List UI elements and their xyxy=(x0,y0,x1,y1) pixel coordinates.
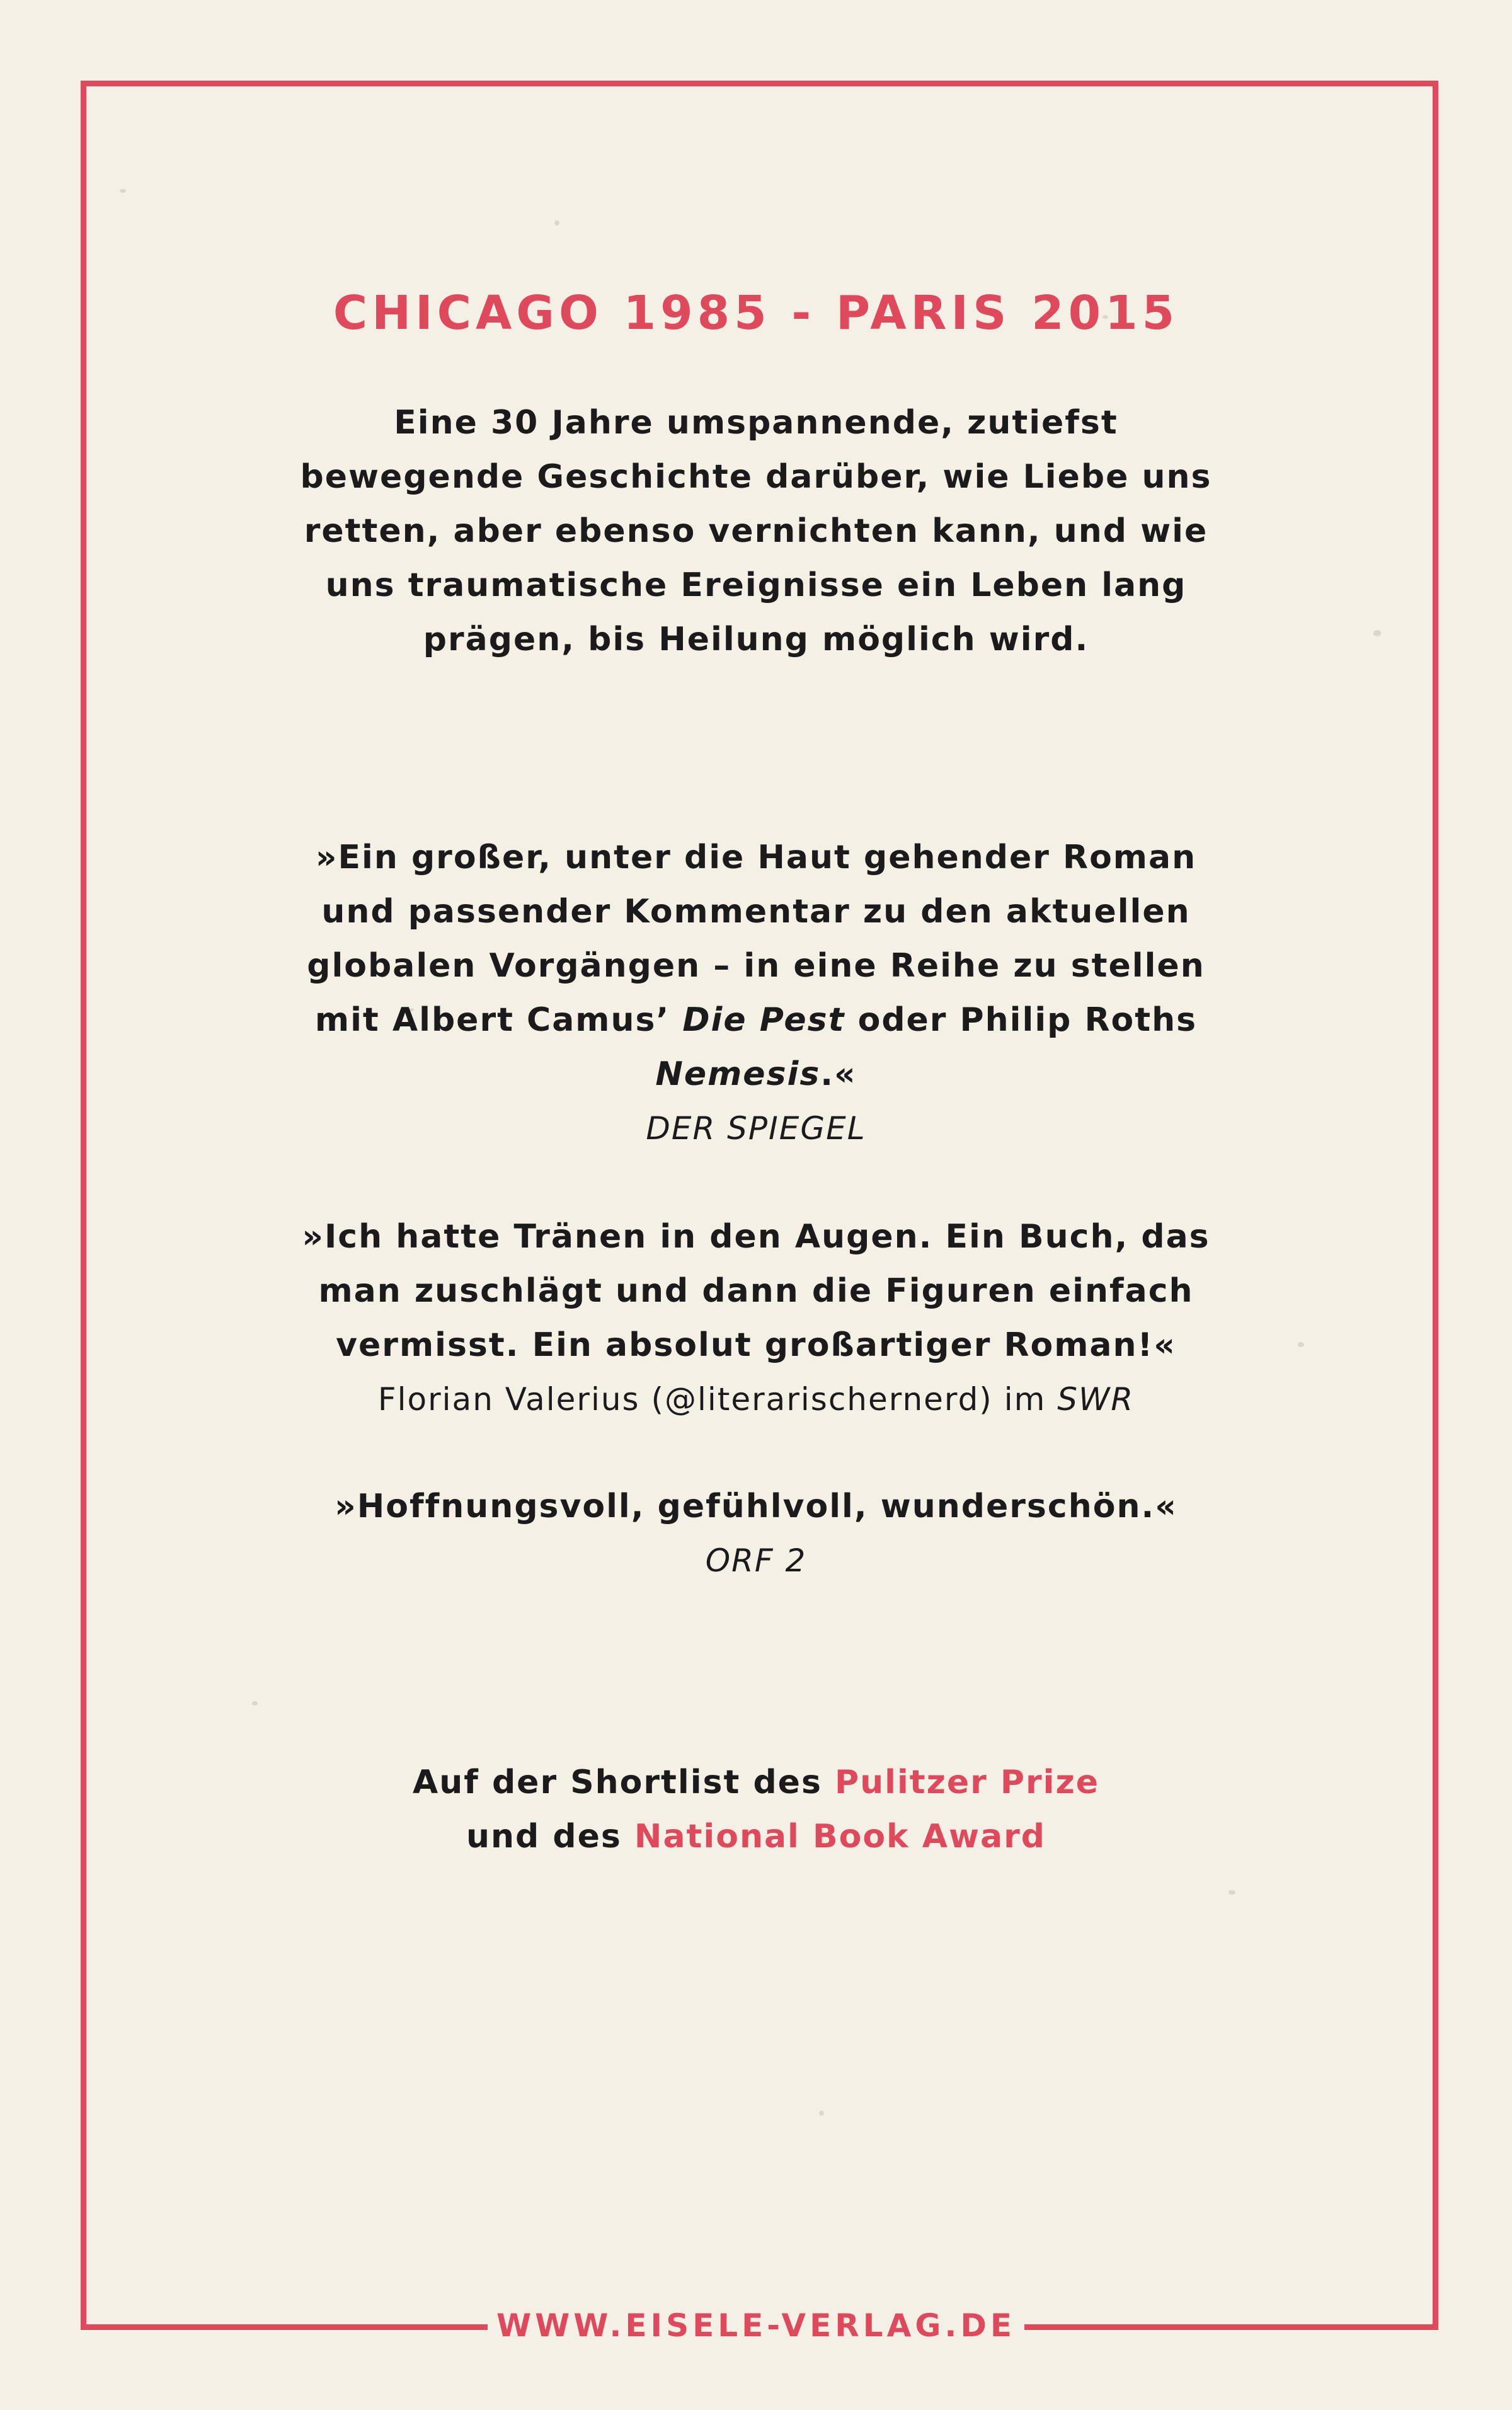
quote-source xyxy=(284,1534,1228,1588)
quote-line: »Hoffnungsvoll, gefühlvoll, wunderschön.« xyxy=(335,1488,1177,1525)
source-outlet: SWR xyxy=(1057,1381,1135,1418)
quote-line: vermisst. Ein absolut großartiger Roman!« xyxy=(336,1326,1176,1364)
awards-line xyxy=(284,1810,1228,1864)
source-name: DER SPIEGEL xyxy=(646,1110,866,1147)
quote-source xyxy=(284,1101,1228,1156)
quote-line xyxy=(284,993,1228,1047)
source-name: Florian Valerius (@literarischernerd) im xyxy=(377,1381,1058,1418)
source-name: ORF 2 xyxy=(705,1542,807,1579)
quote-line-text: .« xyxy=(820,1055,857,1093)
book-title-die-pest: Die Pest xyxy=(682,1001,845,1039)
quote-line-text: oder Philip Roths xyxy=(845,1001,1198,1039)
quote-line xyxy=(284,1047,1228,1101)
blurb-line: Eine 30 Jahre umspannende, zutiefst xyxy=(394,404,1118,442)
awards-note xyxy=(284,1755,1228,1864)
publisher-url[interactable]: WWW.EISELE-VERLAG.DE xyxy=(488,2304,1024,2348)
award-national-book: National Book Award xyxy=(634,1818,1046,1856)
blurb-line: prägen, bis Heilung möglich wird. xyxy=(423,621,1089,658)
quote-source xyxy=(284,1372,1228,1426)
awards-text: und des xyxy=(466,1818,634,1856)
blurb-line: retten, aber ebenso vernichten kann, und wie xyxy=(304,512,1208,550)
quote-line: globalen Vorgängen – in eine Reihe zu stellen xyxy=(307,947,1205,985)
quote-line: »Ich hatte Tränen in den Augen. Ein Buch, das xyxy=(302,1218,1210,1256)
quote-line: und passender Kommentar zu den aktuellen xyxy=(321,893,1191,931)
quote-line: »Ein großer, unter die Haut gehender Roman xyxy=(315,839,1197,876)
blurb xyxy=(284,396,1228,667)
quote-line: man zuschlägt und dann die Figuren einfach xyxy=(318,1272,1194,1310)
headline: CHICAGO 1985 - PARIS 2015 xyxy=(333,286,1179,340)
book-title-nemesis: Nemesis xyxy=(655,1055,821,1093)
review-quote-spiegel xyxy=(284,830,1228,1156)
quote-line-text: mit Albert Camus’ xyxy=(314,1001,683,1039)
review-quote-orf xyxy=(284,1479,1228,1588)
blurb-line: bewegende Geschichte darüber, wie Liebe uns xyxy=(300,458,1212,496)
blurb-line: uns traumatische Ereignisse ein Leben lang xyxy=(325,566,1187,604)
awards-text: Auf der Shortlist des xyxy=(412,1764,835,1801)
review-quote-swr xyxy=(284,1210,1228,1426)
award-pulitzer: Pulitzer Prize xyxy=(835,1764,1100,1801)
awards-line xyxy=(284,1755,1228,1810)
publisher-url-wrap xyxy=(0,2304,1512,2348)
